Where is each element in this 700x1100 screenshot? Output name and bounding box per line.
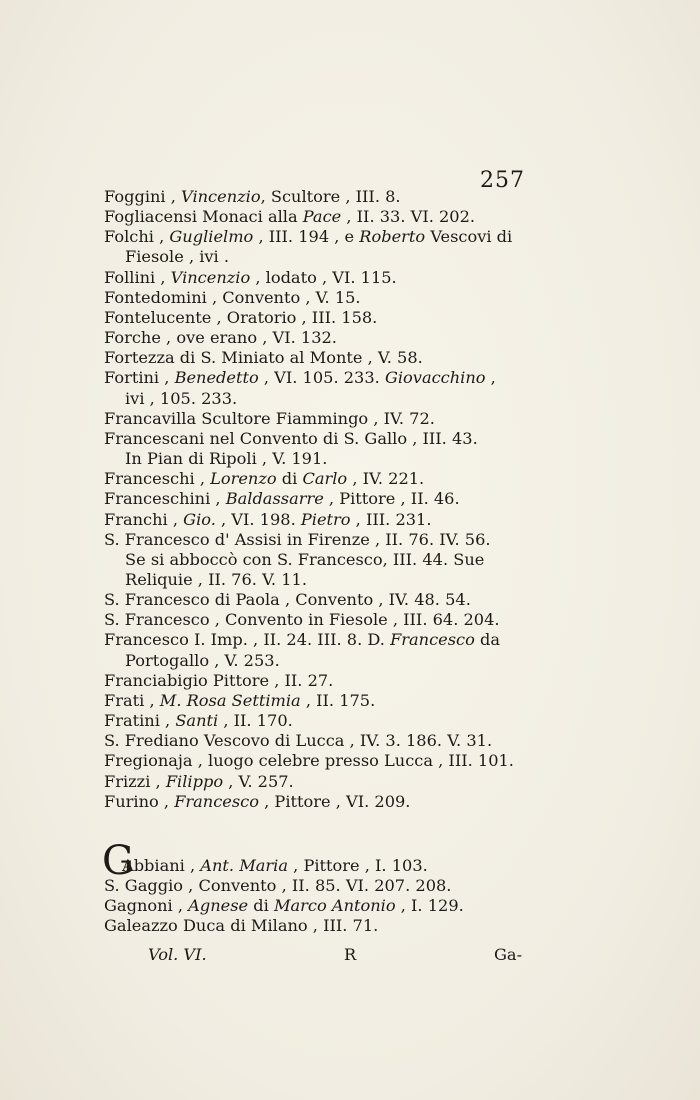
index-section-g [102, 837, 564, 937]
index-entry [104, 510, 564, 530]
italic-name: Marco Antonio [273, 896, 396, 916]
entry-text: Franceschini , [104, 489, 226, 509]
entry-text: Fortezza di S. Miniato al Monte , V. 58. [104, 348, 423, 368]
entry-text: , Pittore , II. 46. [323, 489, 460, 509]
index-entry [104, 651, 564, 671]
index-entry [104, 630, 564, 650]
index-entry [104, 792, 564, 812]
entry-text: Fortini , [104, 368, 175, 388]
entry-text: Fogliacensi Monaci alla [104, 207, 303, 227]
entry-text: , I. 129. [395, 896, 464, 916]
italic-name: Filippo [165, 771, 224, 791]
entry-text: Foggini , [104, 187, 182, 206]
entry-text: Furino , [104, 791, 175, 811]
index-entry [104, 751, 564, 771]
index-entry [104, 328, 564, 348]
index-entry [104, 530, 564, 550]
italic-name: Pace [302, 207, 342, 227]
entry-text: Franceschi , [104, 469, 211, 489]
catchword: Ga- [494, 945, 523, 964]
index-section-f [104, 187, 564, 812]
entry-text: Folchi , [104, 227, 170, 247]
index-entry [102, 837, 564, 884]
entry-text: Francescani nel Convento di S. Gallo , III. 43. [104, 428, 478, 448]
index-entry [104, 916, 564, 936]
entry-text: Se si abboccò con S. Francesco, III. 44. Sue [125, 549, 485, 569]
entry-text: di [248, 896, 274, 916]
entry-text: Francesco I. Imp. , II. 24. III. 8. D. [104, 630, 391, 650]
italic-name: Agnese [188, 896, 249, 916]
entry-text: , IV. 221. [347, 469, 425, 489]
signature-mark: R [344, 945, 357, 964]
index-entry [104, 772, 564, 792]
index-entry [104, 671, 564, 691]
entry-text: di [276, 469, 303, 489]
index-entry [104, 711, 564, 731]
entry-text: Reliquie , II. 76. V. 11. [125, 569, 307, 589]
italic-name: Gio. [183, 509, 216, 529]
index-entry [104, 876, 564, 896]
index-entry [104, 550, 564, 570]
index-entry [104, 389, 564, 409]
index-entry [104, 187, 564, 207]
italic-name: Pietro [300, 509, 351, 529]
index-entry [104, 896, 564, 916]
italic-name: Francesco [390, 630, 475, 650]
entry-text: Fratini , [104, 711, 176, 731]
italic-name: Vincenzio [181, 187, 261, 206]
entry-text: S. Frediano Vescovo di Lucca , IV. 3. 186. V. 31. [104, 731, 493, 751]
italic-name: M. Rosa Settimia [159, 690, 301, 710]
italic-name: Lorenzo [210, 469, 277, 489]
entry-text: Fontelucente , Oratorio , III. 158. [104, 307, 378, 327]
volume-label: Vol. VI. [148, 945, 207, 964]
index-entry [104, 489, 564, 509]
entry-text: Abbiani , [122, 855, 201, 875]
italic-name: Santi [175, 711, 219, 731]
index-entry [104, 308, 564, 328]
entry-text: Francavilla Scultore Fiammingo , IV. 72. [104, 408, 435, 428]
entry-text: Fontedomini , Convento , V. 15. [104, 287, 361, 307]
italic-name: Francesco [174, 791, 259, 811]
drop-cap: G [102, 837, 134, 884]
entry-text: , III. 194 , e [253, 227, 360, 247]
entry-text: Franchi , [104, 509, 184, 529]
index-column [104, 187, 564, 936]
entry-text: da [474, 630, 501, 650]
index-entry [104, 610, 564, 630]
entry-text: , III. 231. [350, 509, 432, 529]
index-entry [104, 590, 564, 610]
entry-text: , [485, 368, 496, 388]
entry-text: , V. 257. [223, 771, 294, 791]
italic-name: Giovacchino [384, 368, 486, 388]
italic-name: Baldassarre [225, 489, 324, 509]
entry-text: , VI. 198. [215, 509, 301, 529]
entry-text: In Pian di Ripoli , V. 191. [125, 449, 328, 469]
entry-text: , lodato , VI. 115. [250, 267, 397, 287]
italic-name: Ant. Maria [200, 855, 289, 875]
index-entry [104, 247, 564, 267]
section-gap [104, 812, 564, 856]
entry-text: Vescovi di [425, 227, 513, 247]
index-entry [104, 691, 564, 711]
entry-text: Frati , [104, 690, 160, 710]
italic-name: Vincenzio [170, 267, 251, 287]
page-footer [104, 945, 534, 969]
index-entry [104, 368, 564, 388]
entry-text: S. Francesco d' Assisi in Firenze , II. 76. IV. 56. [104, 529, 491, 549]
index-entry [104, 429, 564, 449]
index-entry [104, 570, 564, 590]
entry-text: Forche , ove erano , VI. 132. [104, 328, 337, 348]
index-entry [104, 469, 564, 489]
italic-name: Guglielmo [169, 227, 254, 247]
index-entry [104, 288, 564, 308]
entry-text: ivi , 105. 233. [125, 388, 238, 408]
entry-text [104, 856, 428, 875]
entry-text: , Pittore , VI. 209. [259, 791, 411, 811]
index-entry [104, 731, 564, 751]
entry-text: Portogallo , V. 253. [125, 650, 280, 670]
index-entry [104, 449, 564, 469]
page-number: 257 [480, 168, 525, 193]
italic-name: Benedetto [174, 368, 259, 388]
italic-name: Roberto [359, 227, 426, 247]
entry-text: Fiesole , ivi . [125, 247, 230, 267]
entry-text: , II. 33. VI. 202. [341, 207, 476, 227]
entry-text: , VI. 105. 233. [258, 368, 385, 388]
entry-text: Galeazzo Duca di Milano , III. 71. [104, 916, 379, 936]
index-entry [104, 348, 564, 368]
entry-text: Follini , [104, 267, 171, 287]
entry-text: S. Francesco di Paola , Convento , IV. 48. 54. [104, 590, 471, 610]
entry-text: S. Gaggio , Convento , II. 85. VI. 207. 208. [104, 876, 452, 895]
entry-text: , Scultore , III. 8. [260, 187, 401, 206]
entry-text: Franciabigio Pittore , II. 27. [104, 670, 334, 690]
entry-text: , II. 170. [218, 711, 293, 731]
entry-text: Gagnoni , [104, 896, 189, 916]
entry-text: S. Francesco , Convento in Fiesole , III. 64. 204. [104, 610, 500, 630]
entry-text: , II. 175. [300, 690, 376, 710]
index-entry [104, 207, 564, 227]
entry-text: Fregionaja , luogo celebre presso Lucca , III. 101. [104, 751, 514, 771]
index-entry [104, 227, 564, 247]
index-entry [104, 268, 564, 288]
italic-name: Carlo [302, 469, 348, 489]
index-entry [104, 409, 564, 429]
entry-text: , Pittore , I. 103. [288, 855, 428, 875]
entry-text: Frizzi , [104, 771, 166, 791]
